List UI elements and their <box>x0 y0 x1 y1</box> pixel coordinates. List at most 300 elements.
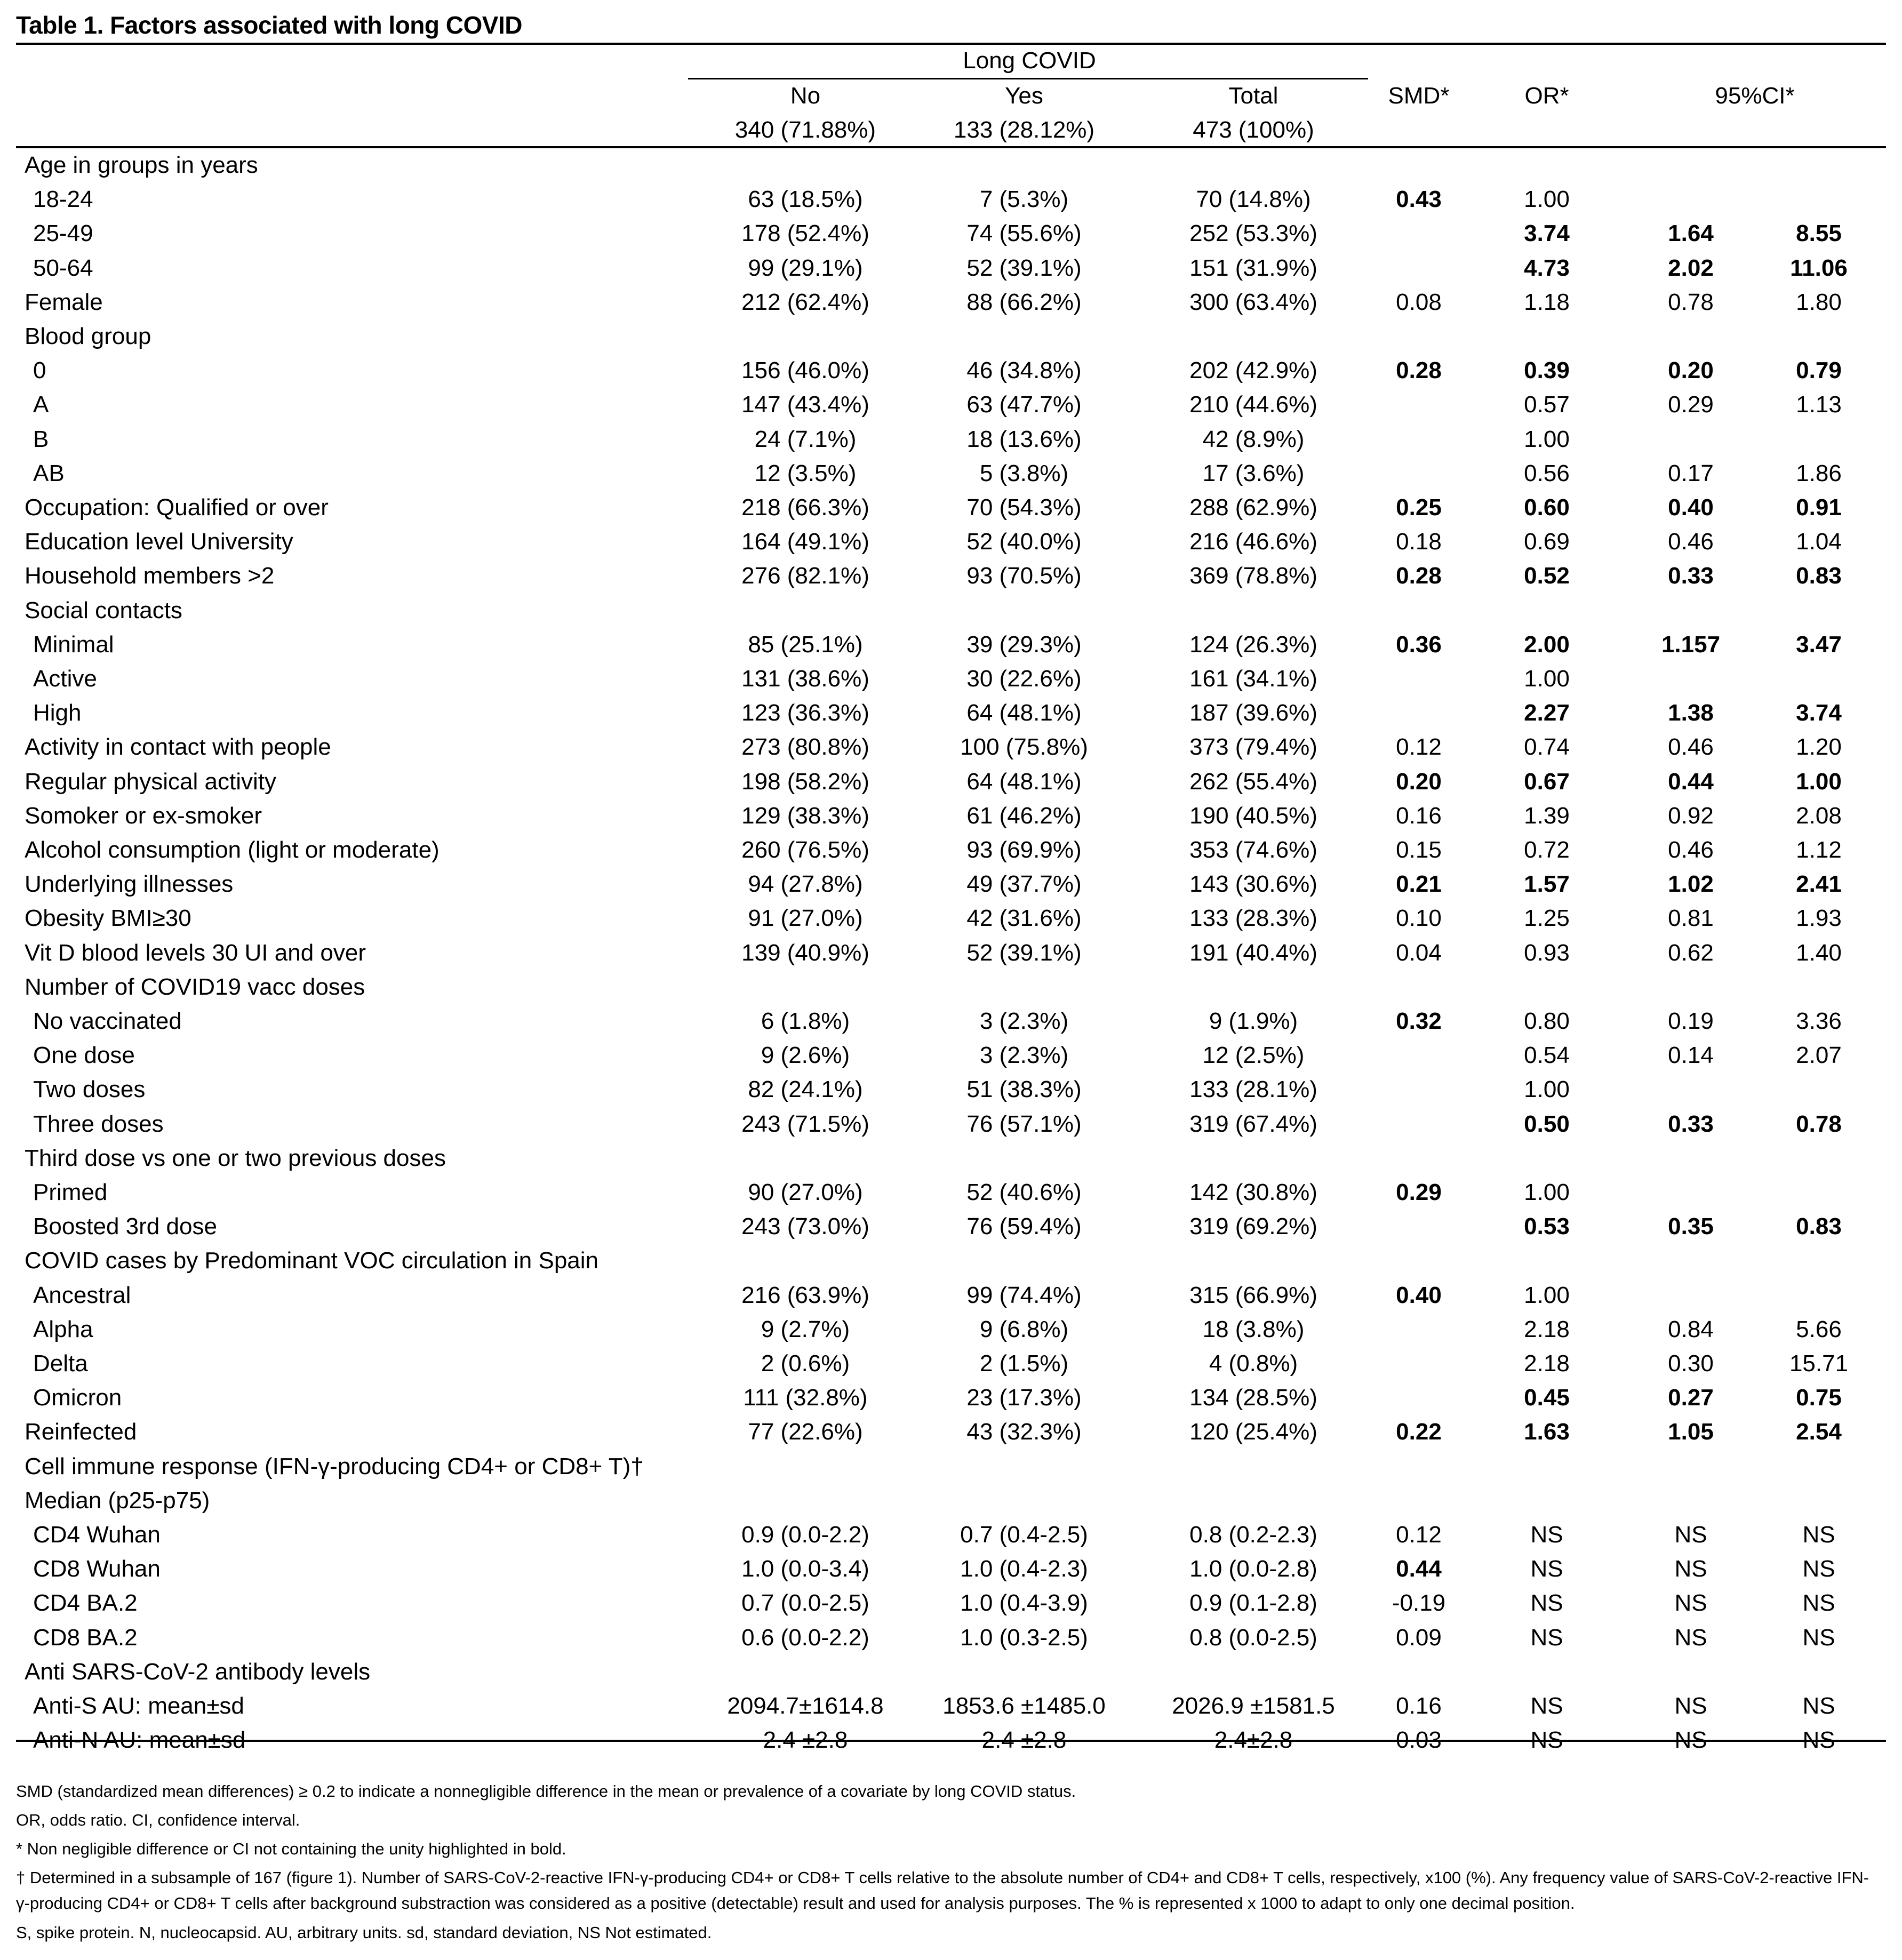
cell-yes: 99 (74.4%) <box>966 1282 1082 1308</box>
cell-total: 373 (79.4%) <box>1189 734 1317 760</box>
cell-smd: 0.29 <box>1396 1179 1442 1205</box>
cell-total: 161 (34.1%) <box>1189 666 1317 692</box>
cell-ci-upper: 2.54 <box>1796 1419 1842 1445</box>
cell-no: 12 (3.5%) <box>754 460 857 486</box>
cell-ci-lower: 0.44 <box>1668 769 1714 795</box>
cell-ci-upper: 1.20 <box>1796 734 1842 760</box>
cell-total: 142 (30.8%) <box>1189 1179 1317 1205</box>
cell-total: 0.8 (0.2-2.3) <box>1189 1522 1317 1548</box>
cell-yes: 3 (2.3%) <box>979 1042 1069 1068</box>
cell-smd: 0.16 <box>1396 1693 1442 1719</box>
cell-yes: 76 (57.1%) <box>966 1111 1082 1137</box>
cell-no: 147 (43.4%) <box>741 391 869 418</box>
cell-or: NS <box>1530 1625 1563 1651</box>
cell-total: 319 (69.2%) <box>1189 1213 1317 1239</box>
cell-or: 0.74 <box>1524 734 1570 760</box>
cell-no: 2 (0.6%) <box>761 1350 850 1377</box>
cell-smd: 0.08 <box>1396 289 1442 315</box>
cell-ci-lower: 0.81 <box>1668 905 1714 931</box>
cell-no: 94 (27.8%) <box>748 871 863 897</box>
cell-or: 2.27 <box>1524 700 1570 726</box>
cell-yes: 3 (2.3%) <box>979 1008 1069 1034</box>
cell-no: 129 (38.3%) <box>741 803 869 829</box>
row-label: Cell immune response (IFN-γ-producing CD4+ or CD8+ T)† <box>25 1453 644 1479</box>
row-label: Median (p25-p75) <box>25 1487 210 1514</box>
cell-ci-lower: 1.38 <box>1668 700 1714 726</box>
cell-smd: 0.16 <box>1396 803 1442 829</box>
row-label: Boosted 3rd dose <box>33 1213 217 1239</box>
cell-total: 216 (46.6%) <box>1189 529 1317 555</box>
row-label: COVID cases by Predominant VOC circulation in Spain <box>25 1247 599 1274</box>
row-label: Minimal <box>33 631 114 658</box>
cell-ci-lower: 1.05 <box>1668 1419 1714 1445</box>
cell-or: NS <box>1530 1590 1563 1616</box>
row-label: Omicron <box>33 1385 122 1411</box>
col-header-no-n: 340 (71.88%) <box>734 117 876 143</box>
cell-yes: 0.7 (0.4-2.5) <box>960 1522 1088 1548</box>
cell-ci-lower: 0.19 <box>1668 1008 1714 1034</box>
cell-yes: 42 (31.6%) <box>966 905 1082 931</box>
cell-yes: 1.0 (0.4-3.9) <box>960 1590 1088 1616</box>
cell-or: 0.93 <box>1524 940 1570 966</box>
cell-or: 1.00 <box>1524 1282 1570 1308</box>
cell-ci-lower: 2.02 <box>1668 255 1714 281</box>
cell-no: 2.4 ±2.8 <box>763 1727 848 1753</box>
cell-yes: 74 (55.6%) <box>966 220 1082 246</box>
bottom-rule <box>16 1740 1886 1742</box>
cell-no: 99 (29.1%) <box>748 255 863 281</box>
cell-total: 4 (0.8%) <box>1209 1350 1298 1377</box>
row-label: Household members >2 <box>25 563 275 589</box>
cell-ci-lower: 0.14 <box>1668 1042 1714 1068</box>
cell-no: 216 (63.9%) <box>741 1282 869 1308</box>
cell-no: 243 (73.0%) <box>741 1213 869 1239</box>
cell-no: 24 (7.1%) <box>754 426 857 452</box>
row-label: 18-24 <box>33 186 93 212</box>
cell-or: 1.00 <box>1524 186 1570 212</box>
cell-total: 353 (74.6%) <box>1189 837 1317 863</box>
cell-total: 151 (31.9%) <box>1189 255 1317 281</box>
cell-or: 0.57 <box>1524 391 1570 418</box>
row-label: Somoker or ex-smoker <box>25 803 262 829</box>
cell-ci-upper: 0.75 <box>1796 1385 1842 1411</box>
row-label: Third dose vs one or two previous doses <box>25 1145 446 1171</box>
row-label: Social contacts <box>25 597 182 623</box>
cell-or: 0.54 <box>1524 1042 1570 1068</box>
cell-total: 120 (25.4%) <box>1189 1419 1317 1445</box>
cell-ci-upper: NS <box>1802 1727 1835 1753</box>
cell-yes: 1.0 (0.3-2.5) <box>960 1625 1088 1651</box>
cell-or: 0.53 <box>1524 1213 1570 1239</box>
cell-or: NS <box>1530 1556 1563 1582</box>
cell-ci-upper: 0.83 <box>1796 563 1842 589</box>
row-label: Occupation: Qualified or over <box>25 494 329 521</box>
cell-ci-upper: 3.47 <box>1796 631 1842 658</box>
cell-total: 315 (66.9%) <box>1189 1282 1317 1308</box>
cell-ci-lower: 0.17 <box>1668 460 1714 486</box>
col-header-no: No <box>790 83 821 109</box>
cell-ci-lower: 0.33 <box>1668 1111 1714 1137</box>
cell-ci-lower: 0.46 <box>1668 734 1714 760</box>
cell-yes: 51 (38.3%) <box>966 1076 1082 1102</box>
cell-total: 133 (28.3%) <box>1189 905 1317 931</box>
cell-ci-lower: 0.27 <box>1668 1385 1714 1411</box>
cell-or: 0.45 <box>1524 1385 1570 1411</box>
table-caption: Table 1. Factors associated with long COVID <box>16 11 522 39</box>
cell-ci-lower: NS <box>1674 1556 1707 1582</box>
cell-ci-upper: 0.91 <box>1796 494 1842 521</box>
row-label: Active <box>33 666 97 692</box>
cell-ci-upper: 1.13 <box>1796 391 1842 418</box>
cell-yes: 23 (17.3%) <box>966 1385 1082 1411</box>
cell-total: 17 (3.6%) <box>1202 460 1305 486</box>
cell-or: 1.00 <box>1524 426 1570 452</box>
cell-smd: 0.28 <box>1396 357 1442 383</box>
row-label: AB <box>33 460 65 486</box>
cell-yes: 52 (39.1%) <box>966 255 1082 281</box>
row-label: B <box>33 426 49 452</box>
row-label: Obesity BMI≥30 <box>25 905 191 931</box>
cell-smd: 0.10 <box>1396 905 1442 931</box>
cell-no: 123 (36.3%) <box>741 700 869 726</box>
cell-total: 210 (44.6%) <box>1189 391 1317 418</box>
cell-yes: 93 (70.5%) <box>966 563 1082 589</box>
row-label: One dose <box>33 1042 135 1068</box>
cell-smd: 0.12 <box>1396 1522 1442 1548</box>
cell-or: 0.39 <box>1524 357 1570 383</box>
cell-total: 187 (39.6%) <box>1189 700 1317 726</box>
cell-total: 0.9 (0.1-2.8) <box>1189 1590 1317 1616</box>
row-label: Anti-S AU: mean±sd <box>33 1693 244 1719</box>
cell-yes: 30 (22.6%) <box>966 666 1082 692</box>
cell-smd: 0.03 <box>1396 1727 1442 1753</box>
cell-no: 90 (27.0%) <box>748 1179 863 1205</box>
cell-or: 0.56 <box>1524 460 1570 486</box>
cell-ci-lower: 0.92 <box>1668 803 1714 829</box>
cell-no: 91 (27.0%) <box>748 905 863 931</box>
row-label: Anti-N AU: mean±sd <box>33 1727 246 1753</box>
cell-yes: 39 (29.3%) <box>966 631 1082 658</box>
row-label: Primed <box>33 1179 108 1205</box>
cell-or: NS <box>1530 1522 1563 1548</box>
cell-ci-lower: NS <box>1674 1727 1707 1753</box>
cell-yes: 49 (37.7%) <box>966 871 1082 897</box>
cell-total: 12 (2.5%) <box>1202 1042 1305 1068</box>
cell-yes: 64 (48.1%) <box>966 700 1082 726</box>
cell-ci-upper: 5.66 <box>1796 1316 1842 1342</box>
cell-yes: 1853.6 ±1485.0 <box>942 1693 1106 1719</box>
cell-or: 1.39 <box>1524 803 1570 829</box>
cell-or: 2.18 <box>1524 1350 1570 1377</box>
row-label: No vaccinated <box>33 1008 182 1034</box>
cell-smd: 0.20 <box>1396 769 1442 795</box>
footnote-abbrev: S, spike protein. N, nucleocapsid. AU, arbitrary units. sd, standard deviation, NS Not estimated. <box>16 1923 712 1942</box>
cell-no: 6 (1.8%) <box>761 1008 850 1034</box>
cell-yes: 52 (39.1%) <box>966 940 1082 966</box>
cell-no: 85 (25.1%) <box>748 631 863 658</box>
cell-or: 0.80 <box>1524 1008 1570 1034</box>
cell-smd: 0.18 <box>1396 529 1442 555</box>
cell-or: 1.25 <box>1524 905 1570 931</box>
cell-no: 0.9 (0.0-2.2) <box>741 1522 869 1548</box>
cell-ci-upper: NS <box>1802 1693 1835 1719</box>
cell-ci-lower: 0.46 <box>1668 837 1714 863</box>
cell-yes: 18 (13.6%) <box>966 426 1082 452</box>
cell-or: 1.00 <box>1524 1179 1570 1205</box>
cell-no: 164 (49.1%) <box>741 529 869 555</box>
cell-no: 139 (40.9%) <box>741 940 869 966</box>
cell-ci-upper: 1.93 <box>1796 905 1842 931</box>
row-label: Regular physical activity <box>25 769 276 795</box>
cell-ci-upper: NS <box>1802 1590 1835 1616</box>
cell-yes: 64 (48.1%) <box>966 769 1082 795</box>
cell-yes: 70 (54.3%) <box>966 494 1082 521</box>
cell-total: 319 (67.4%) <box>1189 1111 1317 1137</box>
cell-ci-upper: 0.79 <box>1796 357 1842 383</box>
cell-smd: 0.25 <box>1396 494 1442 521</box>
cell-or: 2.00 <box>1524 631 1570 658</box>
cell-no: 156 (46.0%) <box>741 357 869 383</box>
cell-or: 0.67 <box>1524 769 1570 795</box>
cell-yes: 2 (1.5%) <box>979 1350 1069 1377</box>
cell-yes: 2.4 ±2.8 <box>981 1727 1067 1753</box>
cell-ci-upper: 2.07 <box>1796 1042 1842 1068</box>
cell-yes: 7 (5.3%) <box>979 186 1069 212</box>
cell-smd: -0.19 <box>1392 1590 1446 1616</box>
cell-or: 1.63 <box>1524 1419 1570 1445</box>
footnote-smd: SMD (standardized mean differences) ≥ 0.2 to indicate a nonnegligible difference in the mean or prevalence of a covariate by long COVID status. <box>16 1782 1076 1801</box>
cell-ci-lower: 1.02 <box>1668 871 1714 897</box>
cell-yes: 88 (66.2%) <box>966 289 1082 315</box>
row-label: Alpha <box>33 1316 93 1342</box>
cell-total: 2026.9 ±1581.5 <box>1172 1693 1335 1719</box>
cell-no: 260 (76.5%) <box>741 837 869 863</box>
cell-ci-upper: 1.12 <box>1796 837 1842 863</box>
row-label: Blood group <box>25 323 151 349</box>
cell-total: 2.4±2.8 <box>1214 1727 1293 1753</box>
cell-ci-upper: 1.86 <box>1796 460 1842 486</box>
cell-ci-upper: NS <box>1802 1522 1835 1548</box>
cell-no: 198 (58.2%) <box>741 769 869 795</box>
cell-no: 77 (22.6%) <box>748 1419 863 1445</box>
cell-ci-lower: 0.30 <box>1668 1350 1714 1377</box>
row-label: Three doses <box>33 1111 164 1137</box>
cell-no: 276 (82.1%) <box>741 563 869 589</box>
cell-or: 0.72 <box>1524 837 1570 863</box>
cell-ci-upper: NS <box>1802 1625 1835 1651</box>
cell-ci-lower: 0.29 <box>1668 391 1714 418</box>
cell-or: 1.18 <box>1524 289 1570 315</box>
col-header-total: Total <box>1228 83 1278 109</box>
cell-smd: 0.04 <box>1396 940 1442 966</box>
cell-ci-upper: 2.08 <box>1796 803 1842 829</box>
cell-or: NS <box>1530 1727 1563 1753</box>
cell-ci-upper: 3.36 <box>1796 1008 1842 1034</box>
cell-or: 0.60 <box>1524 494 1570 521</box>
cell-or: 1.00 <box>1524 1076 1570 1102</box>
row-label: Education level University <box>25 529 293 555</box>
col-header-or: OR* <box>1524 83 1569 109</box>
cell-no: 111 (32.8%) <box>743 1385 868 1411</box>
cell-ci-lower: 0.62 <box>1668 940 1714 966</box>
cell-ci-lower: 1.64 <box>1668 220 1714 246</box>
row-label: High <box>33 700 82 726</box>
row-label: Delta <box>33 1350 88 1377</box>
cell-total: 252 (53.3%) <box>1189 220 1317 246</box>
cell-or: 4.73 <box>1524 255 1570 281</box>
cell-ci-upper: 0.83 <box>1796 1213 1842 1239</box>
cell-ci-lower: NS <box>1674 1625 1707 1651</box>
cell-no: 243 (71.5%) <box>741 1111 869 1137</box>
cell-total: 300 (63.4%) <box>1189 289 1317 315</box>
footnote-or: OR, odds ratio. CI, confidence interval. <box>16 1811 300 1829</box>
cell-total: 262 (55.4%) <box>1189 769 1317 795</box>
cell-total: 191 (40.4%) <box>1189 940 1317 966</box>
cell-yes: 63 (47.7%) <box>966 391 1082 418</box>
cell-ci-upper: 2.41 <box>1796 871 1842 897</box>
row-label: CD8 Wuhan <box>33 1556 161 1582</box>
cell-smd: 0.22 <box>1396 1419 1442 1445</box>
cell-or: 2.18 <box>1524 1316 1570 1342</box>
cell-or: 0.50 <box>1524 1111 1570 1137</box>
cell-yes: 52 (40.0%) <box>966 529 1082 555</box>
row-label: 50-64 <box>33 255 93 281</box>
row-label: CD4 Wuhan <box>33 1522 161 1548</box>
cell-no: 63 (18.5%) <box>748 186 863 212</box>
cell-ci-upper: 0.78 <box>1796 1111 1842 1137</box>
cell-yes: 61 (46.2%) <box>966 803 1082 829</box>
row-label: Female <box>25 289 103 315</box>
cell-no: 273 (80.8%) <box>741 734 869 760</box>
cell-ci-upper: 8.55 <box>1796 220 1842 246</box>
col-header-ci: 95%CI* <box>1715 83 1795 109</box>
row-label: Anti SARS-CoV-2 antibody levels <box>25 1659 371 1685</box>
cell-smd: 0.12 <box>1396 734 1442 760</box>
row-label: Vit D blood levels 30 UI and over <box>25 940 366 966</box>
cell-yes: 43 (32.3%) <box>966 1419 1082 1445</box>
cell-no: 131 (38.6%) <box>741 666 869 692</box>
row-label: 0 <box>33 357 46 383</box>
cell-yes: 5 (3.8%) <box>979 460 1069 486</box>
cell-total: 9 (1.9%) <box>1209 1008 1298 1034</box>
row-label: CD4 BA.2 <box>33 1590 138 1616</box>
cell-or: 1.57 <box>1524 871 1570 897</box>
cell-smd: 0.15 <box>1396 837 1442 863</box>
cell-smd: 0.44 <box>1396 1556 1442 1582</box>
cell-yes: 76 (59.4%) <box>966 1213 1082 1239</box>
cell-or: 1.00 <box>1524 666 1570 692</box>
col-header-total-n: 473 (100%) <box>1193 117 1314 143</box>
cell-yes: 9 (6.8%) <box>979 1316 1069 1342</box>
cell-ci-lower: 0.84 <box>1668 1316 1714 1342</box>
cell-no: 178 (52.4%) <box>741 220 869 246</box>
cell-total: 70 (14.8%) <box>1196 186 1311 212</box>
cell-total: 124 (26.3%) <box>1189 631 1317 658</box>
cell-smd: 0.32 <box>1396 1008 1442 1034</box>
cell-ci-lower: NS <box>1674 1522 1707 1548</box>
col-header-yes-n: 133 (28.12%) <box>953 117 1095 143</box>
row-label: Age in groups in years <box>25 152 258 178</box>
cell-ci-upper: 15.71 <box>1789 1350 1849 1377</box>
cell-smd: 0.43 <box>1396 186 1442 212</box>
row-label: Two doses <box>33 1076 146 1102</box>
cell-ci-lower: 1.157 <box>1661 631 1721 658</box>
cell-ci-lower: 0.40 <box>1668 494 1714 521</box>
cell-smd: 0.21 <box>1396 871 1442 897</box>
cell-or: NS <box>1530 1693 1563 1719</box>
col-header-smd: SMD* <box>1388 83 1450 109</box>
cell-ci-lower: 0.20 <box>1668 357 1714 383</box>
row-label: A <box>33 391 49 418</box>
cell-smd: 0.09 <box>1396 1625 1442 1651</box>
cell-total: 288 (62.9%) <box>1189 494 1317 521</box>
long-covid-group-header: Long COVID <box>963 47 1096 74</box>
cell-ci-upper: NS <box>1802 1556 1835 1582</box>
cell-smd: 0.36 <box>1396 631 1442 658</box>
cell-no: 1.0 (0.0-3.4) <box>741 1556 869 1582</box>
cell-no: 2094.7±1614.8 <box>727 1693 884 1719</box>
cell-ci-upper: 3.74 <box>1796 700 1842 726</box>
cell-or: 0.69 <box>1524 529 1570 555</box>
cell-total: 1.0 (0.0-2.8) <box>1189 1556 1317 1582</box>
cell-total: 134 (28.5%) <box>1189 1385 1317 1411</box>
cell-yes: 1.0 (0.4-2.3) <box>960 1556 1088 1582</box>
row-label: Activity in contact with people <box>25 734 331 760</box>
cell-no: 82 (24.1%) <box>748 1076 863 1102</box>
cell-total: 190 (40.5%) <box>1189 803 1317 829</box>
cell-total: 143 (30.6%) <box>1189 871 1317 897</box>
cell-or: 3.74 <box>1524 220 1570 246</box>
cell-no: 9 (2.6%) <box>761 1042 850 1068</box>
cell-no: 9 (2.7%) <box>761 1316 850 1342</box>
cell-yes: 100 (75.8%) <box>960 734 1088 760</box>
cell-total: 133 (28.1%) <box>1189 1076 1317 1102</box>
cell-total: 18 (3.8%) <box>1202 1316 1305 1342</box>
cell-no: 218 (66.3%) <box>741 494 869 521</box>
cell-ci-lower: 0.78 <box>1668 289 1714 315</box>
row-label: 25-49 <box>33 220 93 246</box>
cell-total: 369 (78.8%) <box>1189 563 1317 589</box>
footnote-dagger: † Determined in a subsample of 167 (figure 1). Number of SARS-CoV-2-reactive IFN-γ-producing CD4+ or CD8+ T cells relative to the absolute number of CD4+ and CD8+ T cells, respectively, x100 (%). Any frequency value of SARS-CoV-2-reactive IFN-γ-producing CD4+ or CD8+ T cells after background substraction was considered as a positive (detectable) result and used for analysis purposes. The % is represented x 1000 to adapt to only one decimal position. <box>16 1868 1869 1913</box>
header-rule <box>16 146 1886 148</box>
cell-smd: 0.40 <box>1396 1282 1442 1308</box>
cell-no: 0.6 (0.0-2.2) <box>741 1625 869 1651</box>
cell-smd: 0.28 <box>1396 563 1442 589</box>
cell-ci-lower: 0.35 <box>1668 1213 1714 1239</box>
cell-ci-lower: NS <box>1674 1590 1707 1616</box>
cell-yes: 46 (34.8%) <box>966 357 1082 383</box>
col-header-yes: Yes <box>1005 83 1043 109</box>
cell-total: 0.8 (0.0-2.5) <box>1189 1625 1317 1651</box>
row-label: Number of COVID19 vacc doses <box>25 974 365 1000</box>
cell-ci-upper: 11.06 <box>1790 255 1848 281</box>
cell-ci-upper: 1.40 <box>1796 940 1842 966</box>
cell-ci-lower: NS <box>1674 1693 1707 1719</box>
cell-no: 0.7 (0.0-2.5) <box>741 1590 869 1616</box>
footnote-bold: * Non negligible difference or CI not containing the unity highlighted in bold. <box>16 1839 566 1858</box>
cell-ci-upper: 1.00 <box>1796 769 1842 795</box>
row-label: Ancestral <box>33 1282 131 1308</box>
cell-or: 0.52 <box>1524 563 1570 589</box>
row-label: Underlying illnesses <box>25 871 234 897</box>
cell-ci-upper: 1.80 <box>1796 289 1842 315</box>
cell-ci-lower: 0.33 <box>1668 563 1714 589</box>
row-label: Alcohol consumption (light or moderate) <box>25 837 439 863</box>
cell-yes: 93 (69.9%) <box>966 837 1082 863</box>
cell-ci-upper: 1.04 <box>1796 529 1842 555</box>
cell-ci-lower: 0.46 <box>1668 529 1714 555</box>
cell-no: 212 (62.4%) <box>741 289 869 315</box>
